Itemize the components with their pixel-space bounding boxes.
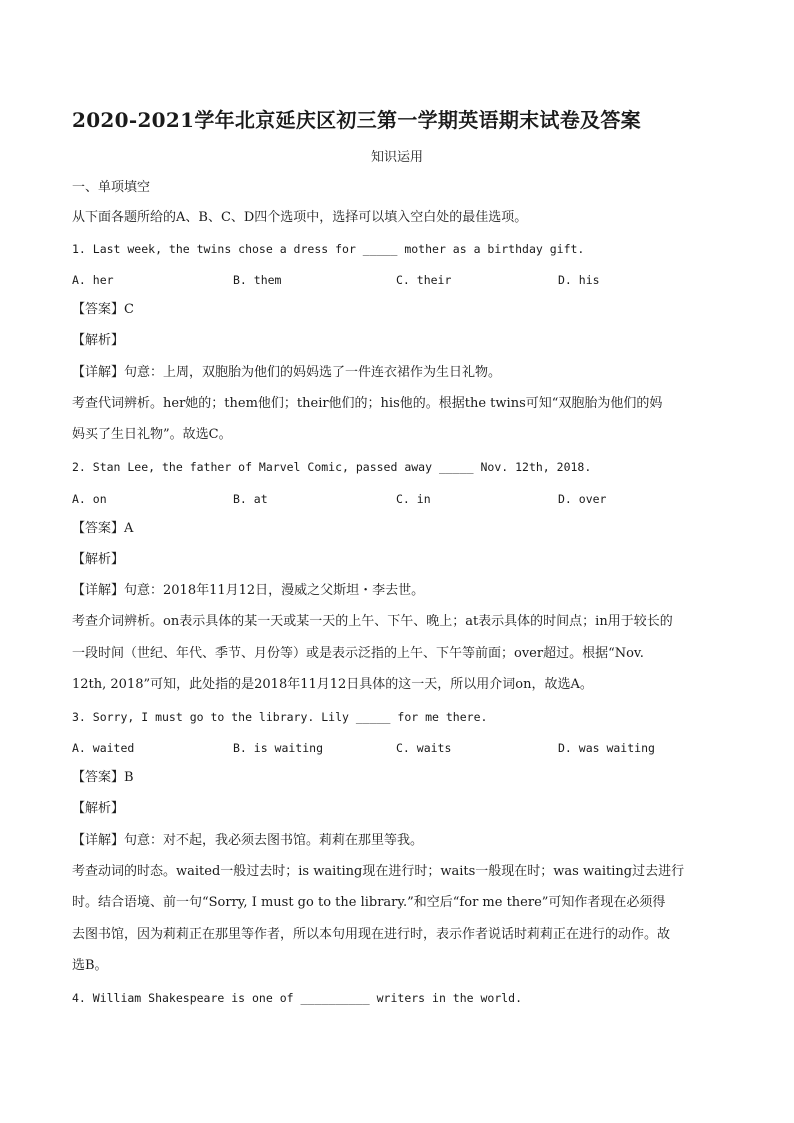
analysis-label: 【解析】 — [72, 801, 125, 816]
question-stem: 4. William Shakespeare is one of __________ writers in the world. — [72, 991, 523, 1005]
option-c: C. their — [396, 273, 452, 287]
detail-line: 考查介词辨析。on表示具体的某一天或某一天的上午、下午、晚上；at表示具体的时间点；in用于较长的 — [72, 614, 673, 629]
answer-label: 【答案】A — [72, 521, 134, 536]
options-row — [72, 491, 727, 507]
page-title: 2020-2021学年北京延庆区初三第一学期英语期末试卷及答案 — [72, 108, 641, 132]
instruction-text: 从下面各题所给的A、B、C、D四个选项中，选择可以填入空白处的最佳选项。 — [72, 210, 528, 225]
option-c: C. in — [396, 492, 431, 506]
answer-label: 【答案】C — [72, 302, 134, 317]
question-stem: 3. Sorry, I must go to the library. Lily _____ for me there. — [72, 710, 488, 724]
section-subtitle: 知识运用 — [370, 150, 423, 165]
detail-line: 考查代词辨析。her她的；them他们；their他们的；his他的。根据the twins可知“双胞胎为他们的妈 — [72, 396, 663, 411]
answer-label: 【答案】B — [72, 770, 134, 785]
option-d: D. was waiting — [558, 741, 655, 755]
detail-line: 【详解】句意：上周，双胞胎为他们的妈妈选了一件连衣裙作为生日礼物。 — [72, 365, 502, 380]
analysis-label: 【解析】 — [72, 552, 125, 567]
options-row — [72, 740, 727, 756]
option-a: A. waited — [72, 741, 135, 755]
option-b: B. at — [233, 492, 268, 506]
section-heading: 一、单项填空 — [72, 180, 151, 195]
option-b: B. is waiting — [233, 741, 324, 755]
option-d: D. his — [558, 273, 600, 287]
analysis-label: 【解析】 — [72, 333, 125, 348]
detail-line: 一段时间（世纪、年代、季节、月份等）或是表示泛指的上午、下午等前面；over超过。根据“Nov. — [72, 646, 644, 661]
question-stem: 2. Stan Lee, the father of Marvel Comic, passed away _____ Nov. 12th, 2018. — [72, 460, 592, 474]
options-row — [72, 272, 727, 288]
option-c: C. waits — [396, 741, 452, 755]
detail-line: 考查动词的时态。waited一般过去时；is waiting现在进行时；waits一般现在时；was waiting过去进行 — [72, 864, 685, 879]
option-d: D. over — [558, 492, 607, 506]
question-stem: 1. Last week, the twins chose a dress for _____ mother as a birthday gift. — [72, 242, 585, 256]
option-a: A. her — [72, 273, 114, 287]
detail-line: 选B。 — [72, 958, 108, 973]
option-a: A. on — [72, 492, 107, 506]
detail-line: 时。结合语境、前一句“Sorry, I must go to the library.”和空后“for me there”可知作者现在必须得 — [72, 895, 666, 910]
detail-line: 去图书馆，因为莉莉正在那里等作者，所以本句用现在进行时，表示作者说话时莉莉正在进行的动作。故 — [72, 927, 671, 942]
detail-line: 妈买了生日礼物”。故选C。 — [72, 427, 232, 442]
detail-line: 12th, 2018”可知，此处指的是2018年11月12日具体的这一天，所以用介词on，故选A。 — [72, 677, 593, 692]
detail-line: 【详解】句意：对不起，我必须去图书馆。莉莉在那里等我。 — [72, 833, 424, 848]
detail-line: 【详解】句意：2018年11月12日，漫威之父斯坦・李去世。 — [72, 583, 425, 598]
option-b: B. them — [233, 273, 282, 287]
